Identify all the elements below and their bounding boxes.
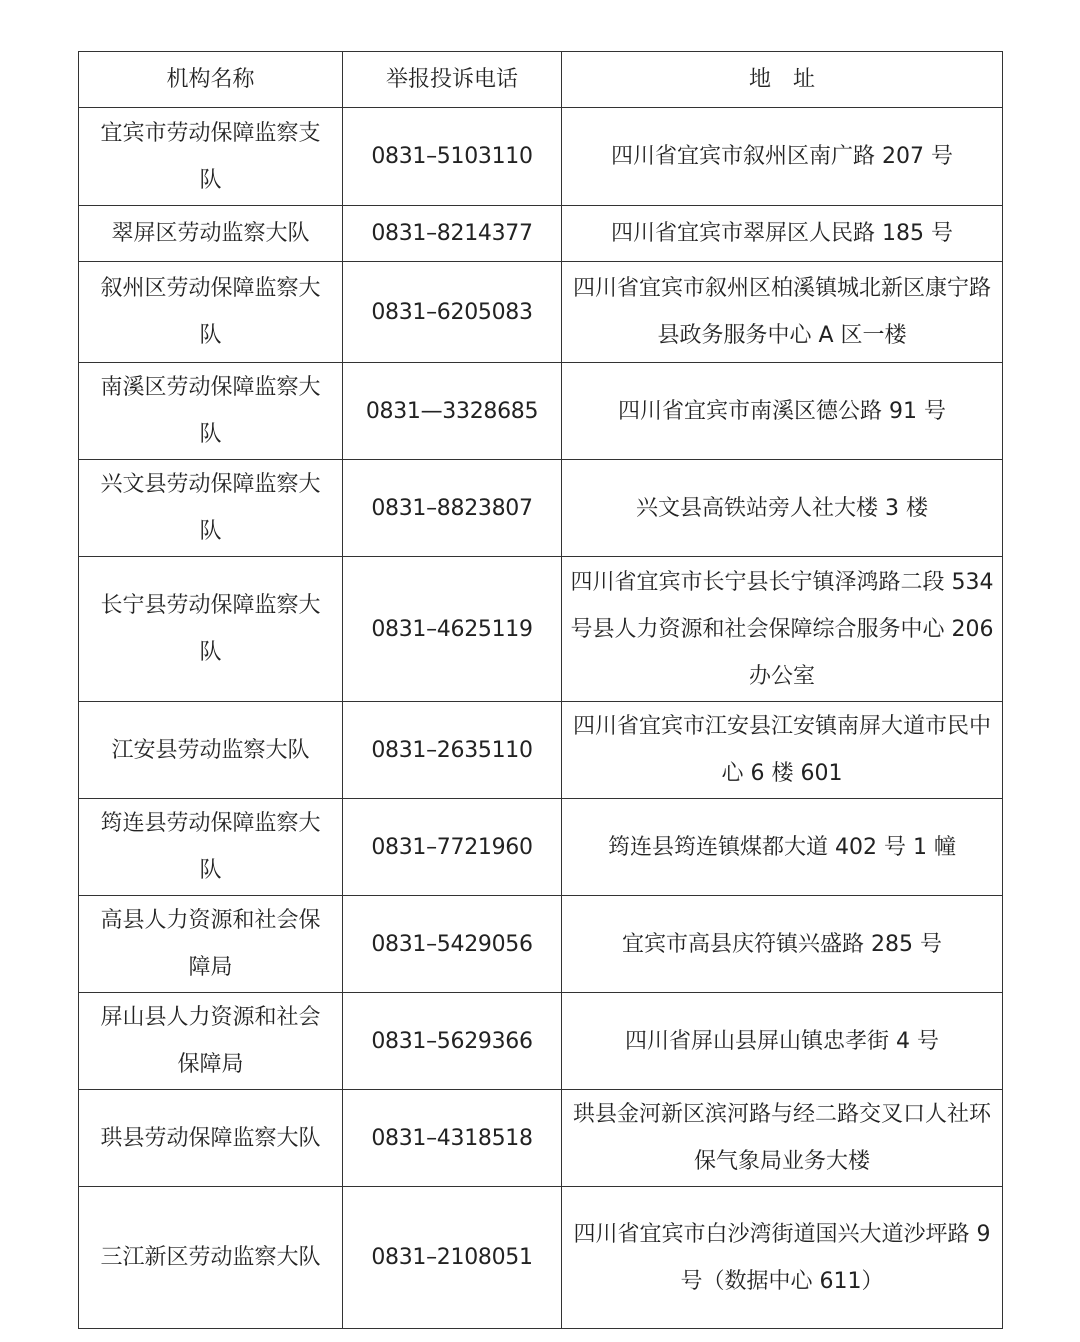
contact-table (78, 51, 1003, 1329)
table-header-row (79, 52, 1003, 108)
table-row (79, 108, 1003, 206)
org-name-cell: 珙县劳动保障监察大队 (79, 1090, 343, 1187)
phone-cell: 0831—3328685 (343, 363, 562, 460)
address-cell: 四川省宜宾市叙州区南广路 207 号 (562, 108, 1003, 206)
org-name-cell: 高县人力资源和社会保障局 (79, 896, 343, 993)
phone-cell: 0831–5429056 (343, 896, 562, 993)
phone-cell: 0831–5629366 (343, 993, 562, 1090)
table-row (79, 363, 1003, 460)
org-name-cell: 江安县劳动监察大队 (79, 702, 343, 799)
phone-cell: 0831–8214377 (343, 206, 562, 262)
phone-cell: 0831–4625119 (343, 557, 562, 702)
org-name-cell: 屏山县人力资源和社会保障局 (79, 993, 343, 1090)
org-name-cell: 南溪区劳动保障监察大队 (79, 363, 343, 460)
phone-cell: 0831–7721960 (343, 799, 562, 896)
org-name-cell: 叙州区劳动保障监察大队 (79, 262, 343, 363)
table-row (79, 1090, 1003, 1187)
phone-cell: 0831–2108051 (343, 1187, 562, 1329)
address-cell: 宜宾市高县庆符镇兴盛路 285 号 (562, 896, 1003, 993)
table-row (79, 1187, 1003, 1329)
address-cell: 筠连县筠连镇煤都大道 402 号 1 幢 (562, 799, 1003, 896)
header-phone: 举报投诉电话 (343, 52, 562, 108)
address-cell: 四川省宜宾市江安县江安镇南屏大道市民中心 6 楼 601 (562, 702, 1003, 799)
org-name-cell: 宜宾市劳动保障监察支队 (79, 108, 343, 206)
address-cell: 四川省宜宾市叙州区柏溪镇城北新区康宁路县政务服务中心 A 区一楼 (562, 262, 1003, 363)
table-row (79, 206, 1003, 262)
org-name-cell: 三江新区劳动监察大队 (79, 1187, 343, 1329)
table-row (79, 993, 1003, 1090)
phone-cell: 0831–8823807 (343, 460, 562, 557)
table-row (79, 262, 1003, 363)
org-name-cell: 筠连县劳动保障监察大队 (79, 799, 343, 896)
phone-cell: 0831–2635110 (343, 702, 562, 799)
phone-cell: 0831–5103110 (343, 108, 562, 206)
address-cell: 珙县金河新区滨河路与经二路交叉口人社环保气象局业务大楼 (562, 1090, 1003, 1187)
org-name-cell: 兴文县劳动保障监察大队 (79, 460, 343, 557)
table-row (79, 799, 1003, 896)
table-row (79, 557, 1003, 702)
table-row (79, 460, 1003, 557)
phone-cell: 0831–6205083 (343, 262, 562, 363)
org-name-cell: 翠屏区劳动监察大队 (79, 206, 343, 262)
table-row (79, 702, 1003, 799)
address-cell: 兴文县高铁站旁人社大楼 3 楼 (562, 460, 1003, 557)
contact-table-container (78, 51, 1002, 1329)
phone-cell: 0831–4318518 (343, 1090, 562, 1187)
org-name-cell: 长宁县劳动保障监察大队 (79, 557, 343, 702)
header-org-name: 机构名称 (79, 52, 343, 108)
address-cell: 四川省宜宾市翠屏区人民路 185 号 (562, 206, 1003, 262)
table-row (79, 896, 1003, 993)
header-address: 地 址 (562, 52, 1003, 108)
address-cell: 四川省宜宾市白沙湾街道国兴大道沙坪路 9 号（数据中心 611） (562, 1187, 1003, 1329)
address-cell: 四川省宜宾市长宁县长宁镇泽鸿路二段 534 号县人力资源和社会保障综合服务中心 206 办公室 (562, 557, 1003, 702)
address-cell: 四川省屏山县屏山镇忠孝街 4 号 (562, 993, 1003, 1090)
address-cell: 四川省宜宾市南溪区德公路 91 号 (562, 363, 1003, 460)
